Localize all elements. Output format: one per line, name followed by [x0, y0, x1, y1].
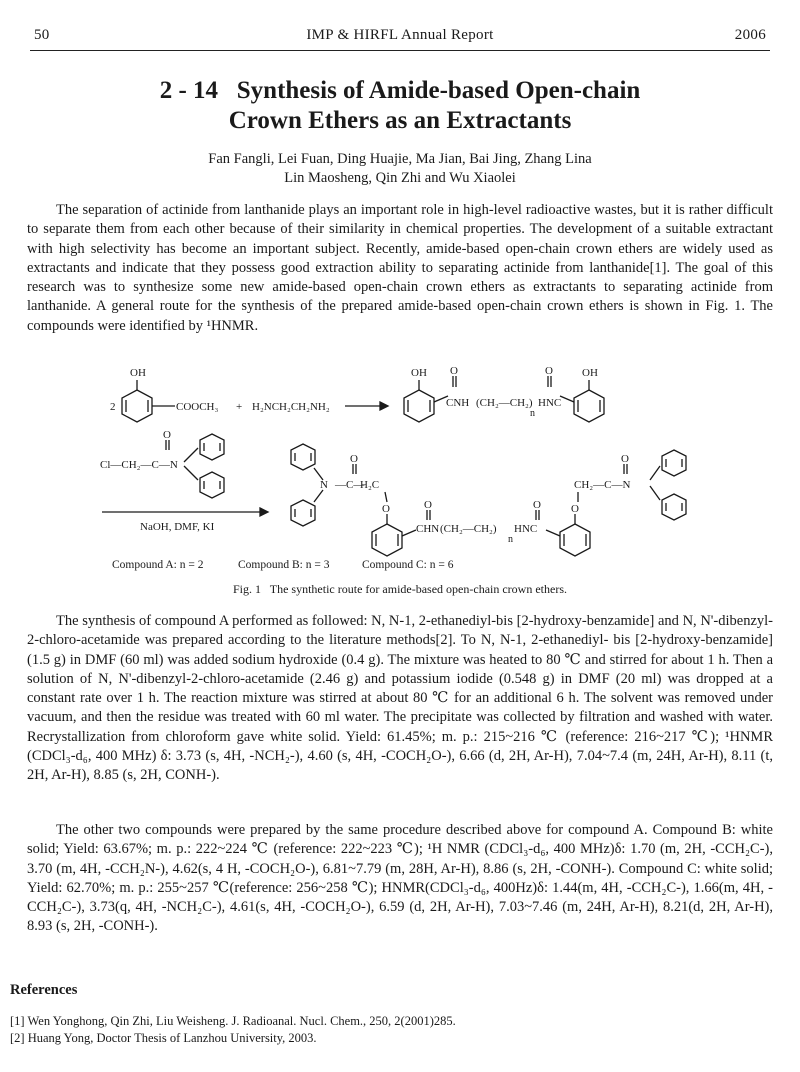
page-number: 50 — [34, 27, 50, 43]
compound-c-label: Compound C: n = 6 — [362, 559, 454, 571]
report-year: 2006 — [734, 27, 766, 43]
authors-line-2: Lin Maosheng, Qin Zhi and Wu Xiaolei — [284, 170, 516, 186]
authors-line-1: Fan Fangli, Lei Fuan, Ding Huajie, Ma Jian, Bai Jing, Zhang Lina — [208, 151, 592, 167]
plus-sign: + — [236, 401, 243, 413]
running-header — [34, 27, 766, 47]
article-title — [60, 76, 740, 136]
ether-o-label: O — [571, 503, 579, 515]
reference-item: [2] Huang Yong, Doctor Thesis of Lanzhou University, 2003. — [10, 1031, 317, 1045]
compound-b-label: Compound B: n = 3 — [238, 559, 330, 571]
carbonyl-o-label: O — [350, 453, 358, 465]
reference-item: [1] Wen Yonghong, Qin Zhi, Liu Weisheng. J. Radioanal. Nucl. Chem., 250, 2(2001)285. — [10, 1014, 456, 1028]
hnc-label: HNC — [538, 397, 562, 409]
ester-label: COOCH₃ — [176, 401, 219, 413]
carbonyl-o-label: O — [163, 429, 171, 441]
coefficient-label: 2 — [110, 401, 116, 413]
ether-o-label: O — [382, 503, 390, 515]
journal-title: IMP & HIRFL Annual Report — [306, 27, 494, 43]
hnc-label: HNC — [514, 523, 538, 535]
carbonyl-o-label: O — [545, 365, 553, 377]
conditions-label: NaOH, DMF, KI — [140, 521, 215, 533]
chn-label: CHN — [416, 523, 440, 535]
header-rule — [30, 50, 770, 51]
synthesis-scheme — [90, 362, 720, 577]
figure-caption: Fig. 1 The synthetic route for amide-based open-chain crown ethers. — [232, 582, 567, 596]
carbonyl-o-label: O — [450, 365, 458, 377]
carbon-label: —C— — [335, 479, 365, 491]
title-line-2: Crown Ethers as an Extractants — [228, 107, 572, 134]
compound-a-label: Compound A: n = 2 — [112, 559, 204, 571]
oh-label: OH — [411, 367, 427, 379]
compound-a-paragraph: The synthesis of compound A performed as followed: N, N-1, 2-ethanediyl-bis [2-hydroxy-benzamide] and N, N'-dibenzyl-2-chloro-acetamide was prepared according to the literature methods[2]. To N, N-1, 2-ethanediyl- bis [2-hydroxy-benzamide] (1.5 g) in DMF (60 ml) was added sodium hydroxide (0.4 g). The mixture was heated to 80 ℃ and stirred for about 1 h. Then a solution of N, N'-dibenzyl-2-chloro-acetamide (2.46 g) and potassium iodide (0.548 g) in DMF (20 ml) was dropped at a constant rate over 1 h. The reaction mixture was stirred at about 80 ℃ for an additional 6 h. The solvent was removed under vacuum, and then the residue was treated with 60 ml water. The precipitate was collected by filtration and washed with water. Recrystallization from chloroform gave white solid. Yield: 61.45%; m. p.: 215~216 ℃ (reference: 216~217 ℃); ¹HNMR (CDCl₃-d₆, 400 MHz) δ: 3.73 (s, 4H, -NCH₂-), 4.60 (s, 4H, -COCH₂O-), 6.66 (d, 2H, Ar-H), 7.04~7.4 (m, 24H, Ar-H), 8.11 (t, 2H, Ar-H), 8.85 (s, 2H, CONH-). — [27, 613, 773, 784]
ch2c-label: CH₂—C—N — [574, 479, 631, 491]
references-list — [10, 1013, 780, 1047]
chloroacetamide-label: Cl—CH₂—C—N — [100, 459, 178, 471]
amide-n-label: N — [320, 479, 328, 491]
references-heading: References — [10, 982, 78, 998]
carbonyl-o-label: O — [621, 453, 629, 465]
carbonyl-o-label: O — [533, 499, 541, 511]
compound-bc-paragraph: The other two compounds were prepared by the same procedure described above for compound A. Compound B: white solid; Yield: 63.67%; m. p.: 222~224 ℃ (reference: 222~223 ℃); ¹H NMR (CDCl₃-d₆, 400 MHz)δ: 1.70 (m, 2H, -CCH₂C-), 3.70 (m, 4H, -CCH₂N-), 4.62(s, 4 H, -COCH₂O-), 6.81~7.79 (m, 28H, Ar-H), 8.86 (s, 2H, -CONH-). Compound C: white solid; Yield: 62.70%; m. p.: 255~257 ℃(reference: 256~258 ℃); HNMR(CDCl₃-d₆, 400Hz)δ: 1.44(m, 4H, -CCH₂C-), 1.66(m, 4H, -CCH₂C-), 3.73(q, 4H, -NCH₂C-), 4.61(s, 4H, -COCH₂O-), 6.59 (d, 2H, Ar-H), 7.03~7.46 (m, 24H, Ar-H), 8.21(d, 2H, Ar-H), 8.93 (s, 2H, -CONH-). — [27, 822, 773, 935]
subscript-n-label: n — [508, 534, 513, 545]
h2c-label: H₂C — [360, 479, 380, 491]
oh-label: OH — [582, 367, 598, 379]
carbonyl-o-label: O — [424, 499, 432, 511]
subscript-n-label: n — [530, 408, 535, 419]
cnh-label: CNH — [446, 397, 470, 409]
oh-label: OH — [130, 367, 146, 379]
title-line-1: 2 - 14 Synthesis of Amide-based Open-chain — [159, 77, 641, 104]
author-list — [60, 150, 740, 188]
chain-label: (CH₂—CH₂) — [476, 397, 533, 409]
chain-label-2: (CH₂—CH₂) — [440, 523, 497, 535]
intro-paragraph: The separation of actinide from lanthanide plays an important role in high-level radioactive wastes, but it is rather difficult to separate them from each other because of their similarity in chemical properties. The development of a suitable extractant with high selectivity has become an important subject. Recently, amide-based open-chain crown ethers are widely used as extractants and indicate that they possess good extraction ability to separating actinide from lanthanide[1]. The goal of this research was to synthesize some new amide-based open-chain crown ethers as extractants to separating actinide from lanthanide. A general route for the synthesis of the prepared amide-based open-chain crown ethers is shown in Fig. 1. The compounds were identified by ¹HNMR. — [27, 202, 773, 334]
diamine-label: H₂NCH₂CH₂NH₂ — [252, 401, 330, 413]
